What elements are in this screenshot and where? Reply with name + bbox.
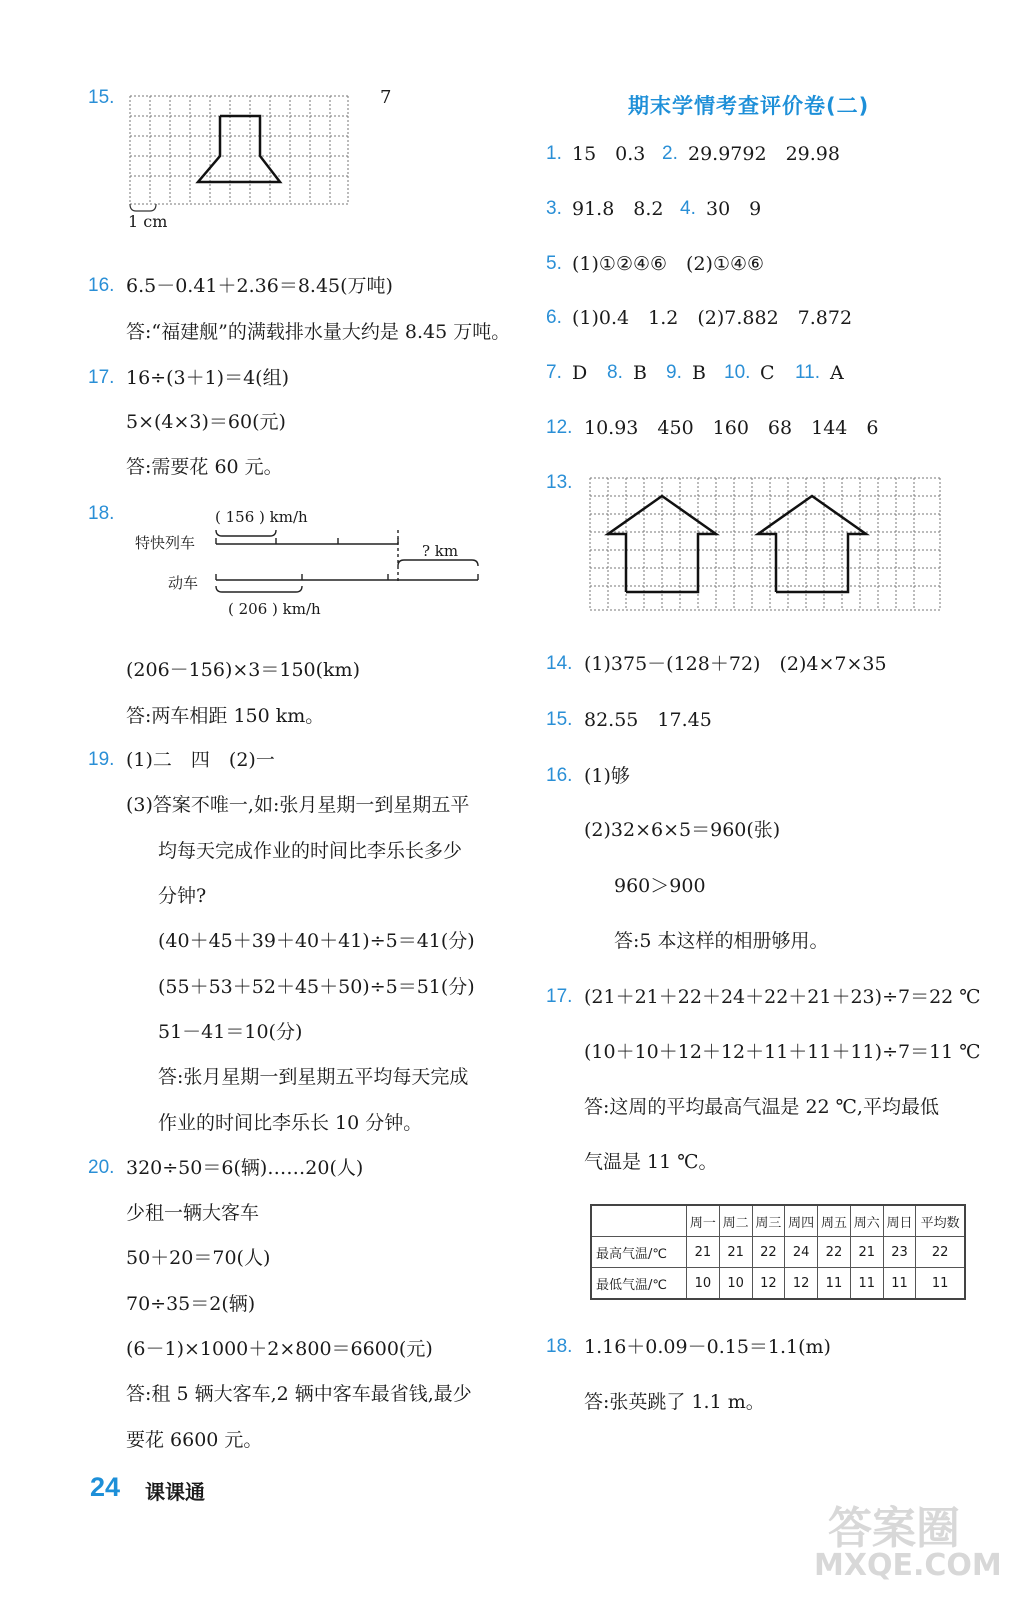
table-cell: 11	[883, 1268, 916, 1300]
temperature-table	[590, 1204, 966, 1300]
table-header-cell: 平均数	[916, 1205, 965, 1237]
a8-text: B	[633, 362, 647, 384]
a1-number: 1.	[546, 143, 562, 164]
table-cell: 24	[785, 1237, 818, 1268]
a9-number: 9.	[666, 362, 682, 383]
q19-number: 19.	[88, 749, 115, 770]
q20-line-2: 少租一辆大客车	[126, 1202, 260, 1224]
a16-line-1: (1)够	[584, 765, 630, 787]
q15-grid-figure	[128, 94, 352, 208]
a4-text: 30 9	[706, 198, 762, 220]
table-header-cell: 周一	[687, 1205, 720, 1237]
q19-line-3: 均每天完成作业的时间比李乐长多少	[158, 840, 463, 862]
q16-expression: 6.5－0.41＋2.36＝8.45(万吨)	[126, 275, 393, 297]
a4-number: 4.	[680, 198, 696, 219]
a1-text: 15 0.3	[572, 143, 646, 165]
q18-distance-question: ? km	[422, 542, 459, 560]
a16-number: 16.	[546, 765, 573, 786]
table-cell: 11	[850, 1268, 883, 1300]
a16-line-2: (2)32×6×5＝960(张)	[584, 819, 781, 841]
a15-number: 15.	[546, 709, 573, 730]
table-cell: 12	[752, 1268, 785, 1300]
q18-line-diagram	[210, 524, 486, 604]
q20-line-5: (6－1)×1000＋2×800＝6600(元)	[126, 1338, 433, 1360]
page-number: 24	[90, 1472, 121, 1502]
table-cell: 22	[916, 1237, 965, 1268]
section-title: 期末学情考查评价卷(二)	[628, 94, 870, 118]
a2-number: 2.	[662, 143, 678, 164]
q16-number: 16.	[88, 275, 115, 296]
table-cell: 23	[883, 1237, 916, 1268]
a11-text: A	[830, 362, 844, 384]
q15-unit-label: 1 cm	[128, 212, 168, 231]
q18-number: 18.	[88, 503, 115, 524]
table-cell: 11	[916, 1268, 965, 1300]
table-cell: 21	[719, 1237, 752, 1268]
a13-grid-figure	[588, 476, 944, 614]
q19-line-1: (1)二 四 (2)一	[126, 749, 275, 771]
q18-fast-speed: ( 156 ) km/h	[215, 508, 308, 526]
q20-line-7: 要花 6600 元。	[126, 1429, 263, 1451]
q18-answer: 答:两车相距 150 km。	[126, 705, 325, 727]
a3-number: 3.	[546, 198, 562, 219]
a17-number: 17.	[546, 986, 573, 1007]
a18-line-1: 1.16＋0.09－0.15＝1.1(m)	[584, 1336, 831, 1358]
a6-text: (1)0.4 1.2 (2)7.882 7.872	[572, 307, 853, 329]
table-header-cell: 周五	[818, 1205, 851, 1237]
a6-number: 6.	[546, 307, 562, 328]
a17-line-2: (10＋10＋12＋12＋11＋11＋11)÷7＝11 ℃	[584, 1041, 981, 1063]
a5-text: (1)①②④⑥ (2)①④⑥	[572, 253, 765, 275]
table-row	[591, 1237, 965, 1268]
q19-line-4: 分钟?	[158, 885, 207, 907]
q15-number: 15.	[88, 87, 115, 108]
a11-number: 11.	[795, 362, 821, 383]
table-header-row	[591, 1205, 965, 1237]
q17-answer: 答:需要花 60 元。	[126, 456, 283, 478]
q19-line-7: 51－41＝10(分)	[158, 1021, 303, 1043]
a12-text: 10.93 450 160 68 144 6	[584, 417, 879, 439]
table-cell: 11	[818, 1268, 851, 1300]
q20-line-3: 50＋20＝70(人)	[126, 1247, 271, 1269]
watermark-site: MXQE.COM	[814, 1548, 1002, 1583]
table-header-cell: 周六	[850, 1205, 883, 1237]
a14-number: 14.	[546, 653, 573, 674]
a7-text: D	[572, 362, 588, 384]
q17-line-1: 16÷(3＋1)＝4(组)	[126, 367, 290, 389]
table-header-cell: 周四	[785, 1205, 818, 1237]
a18-answer: 答:张英跳了 1.1 m。	[584, 1391, 765, 1413]
book-brand: 课课通	[145, 1480, 205, 1504]
q20-line-4: 70÷35＝2(辆)	[126, 1293, 256, 1315]
a7-number: 7.	[546, 362, 562, 383]
table-cell: 10	[687, 1268, 720, 1300]
q20-number: 20.	[88, 1157, 115, 1178]
q19-line-2: (3)答案不唯一,如:张月星期一到星期五平	[126, 794, 470, 816]
q19-line-6: (55＋53＋52＋45＋50)÷5＝51(分)	[158, 976, 475, 998]
a18-number: 18.	[546, 1336, 573, 1357]
q18-emu-speed: ( 206 ) km/h	[228, 600, 321, 618]
q18-emu-label: 动车	[168, 574, 199, 592]
table-header-cell: 周三	[752, 1205, 785, 1237]
table-cell: 22	[752, 1237, 785, 1268]
table-header-cell: 周二	[719, 1205, 752, 1237]
q20-line-6: 答:租 5 辆大客车,2 辆中客车最省钱,最少	[126, 1383, 472, 1405]
a17-line-1: (21＋21＋22＋24＋22＋21＋23)÷7＝22 ℃	[584, 986, 981, 1008]
table-cell: 21	[687, 1237, 720, 1268]
table-cell: 最低气温/℃	[591, 1268, 687, 1300]
q17-line-2: 5×(4×3)＝60(元)	[126, 411, 286, 433]
table-cell: 21	[850, 1237, 883, 1268]
q17-number: 17.	[88, 367, 115, 388]
a13-number: 13.	[546, 472, 573, 493]
table-row	[591, 1268, 965, 1300]
a9-text: B	[692, 362, 706, 384]
a10-number: 10.	[724, 362, 751, 383]
q15-side-label: 7	[380, 87, 392, 108]
a14-text: (1)375－(128＋72) (2)4×7×35	[584, 653, 887, 675]
table-cell: 22	[818, 1237, 851, 1268]
table-cell: 10	[719, 1268, 752, 1300]
q19-line-9: 作业的时间比李乐长 10 分钟。	[158, 1112, 423, 1134]
q19-line-5: (40＋45＋39＋40＋41)÷5＝41(分)	[158, 930, 475, 952]
table-cell: 最高气温/℃	[591, 1237, 687, 1268]
a17-line-4: 气温是 11 ℃。	[584, 1151, 718, 1173]
a17-line-3: 答:这周的平均最高气温是 22 ℃,平均最低	[584, 1096, 939, 1118]
table-header-cell: 周日	[883, 1205, 916, 1237]
q19-line-8: 答:张月星期一到星期五平均每天完成	[158, 1066, 469, 1088]
a15-text: 82.55 17.45	[584, 709, 712, 731]
watermark-logo: 答案圈	[828, 1503, 960, 1554]
table-header-cell	[591, 1205, 687, 1237]
q20-line-1: 320÷50＝6(辆)……20(人)	[126, 1157, 364, 1179]
a3-text: 91.8 8.2	[572, 198, 664, 220]
q18-fast-label: 特快列车	[135, 534, 196, 552]
q18-expression: (206－156)×3＝150(km)	[126, 659, 360, 681]
q16-answer: 答:“福建舰”的满载排水量大约是 8.45 万吨。	[126, 321, 511, 343]
a2-text: 29.9792 29.98	[688, 143, 840, 165]
table-cell: 12	[785, 1268, 818, 1300]
a5-number: 5.	[546, 253, 562, 274]
a10-text: C	[760, 362, 775, 384]
a16-line-3: 960＞900	[614, 875, 706, 897]
a8-number: 8.	[607, 362, 623, 383]
a16-answer: 答:5 本这样的相册够用。	[614, 930, 829, 952]
a12-number: 12.	[546, 417, 573, 438]
